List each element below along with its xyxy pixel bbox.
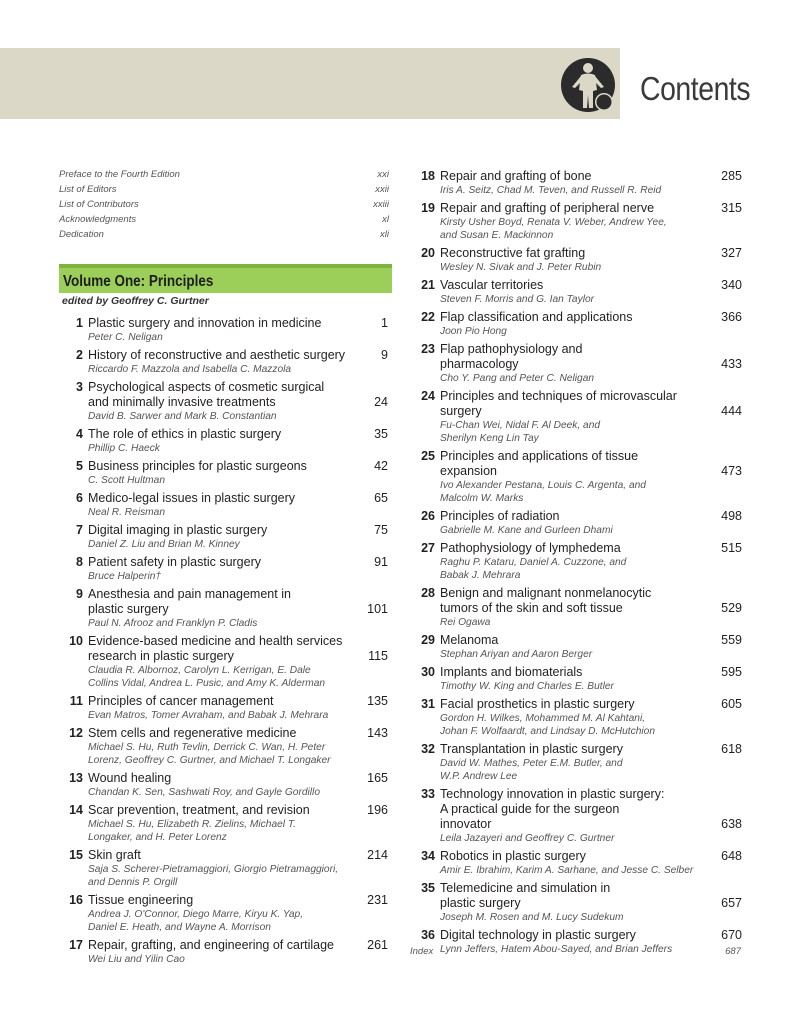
chapter-title-line: tumors of the skin and soft tissue [440,601,623,615]
chapter-entry [414,201,742,242]
chapter-title-line: A practical guide for the surgeon [440,802,620,816]
chapter-title-line: Repair and grafting of peripheral nerve [440,201,655,215]
front-matter-list [59,169,389,244]
chapter-entry [62,316,388,344]
volume-title: Volume One: Principles [63,273,214,290]
chapter-page: 340 [721,278,742,292]
chapter-page: 515 [721,541,742,555]
front-matter-page: xl [382,214,389,225]
chapter-title-line: Wound healing [88,771,172,785]
chapter-entry [62,726,388,767]
chapter-title-line: expansion [440,464,497,478]
front-matter-page: xli [380,229,389,240]
chapter-number: 16 [69,893,83,907]
chapter-entry [62,427,388,455]
chapter-number: 19 [421,201,435,215]
chapter-title-line: Repair and grafting of bone [440,169,592,183]
chapter-entry [414,246,742,274]
chapter-page: 315 [721,201,742,215]
chapter-number: 25 [421,449,435,463]
front-matter-page: xxi [377,169,389,180]
chapter-authors-line: David B. Sarwer and Mark B. Constantian [88,411,277,422]
chapter-number: 4 [76,427,83,441]
chapter-authors-line: Wei Liu and Yilin Cao [88,954,185,965]
chapter-entry [414,310,742,338]
chapter-page: 261 [367,938,388,952]
chapter-title-line: plastic surgery [440,896,521,910]
chapter-authors-line: W.P. Andrew Lee [440,771,518,782]
chapter-entry [414,697,742,738]
chapter-page: 9 [381,348,388,362]
chapter-entry [414,665,742,693]
front-matter-page: xxii [375,184,389,195]
chapter-title-line: Implants and biomaterials [440,665,583,679]
chapter-page: 75 [374,523,388,537]
chapter-page: 529 [721,601,742,615]
chapter-authors-line: Leila Jazayeri and Geoffrey C. Gurtner [440,833,615,844]
chapter-title-line: Scar prevention, treatment, and revision [88,803,310,817]
chapter-page: 648 [721,849,742,863]
chapter-title-line: research in plastic surgery [88,649,234,663]
chapter-number: 9 [76,587,83,601]
chapter-title-line: pharmacology [440,357,519,371]
chapter-page: 143 [367,726,388,740]
chapter-authors-line: Iris A. Seitz, Chad M. Teven, and Russell R. Reid [440,185,662,196]
chapter-entry [62,694,388,722]
chapter-entry [62,491,388,519]
chapter-page: 559 [721,633,742,647]
chapter-authors-line: Daniel Z. Liu and Brian M. Kinney [88,539,240,550]
chapter-number: 8 [76,555,83,569]
chapter-authors-line: Joseph M. Rosen and M. Lucy Sudekum [440,912,624,923]
chapter-number: 6 [76,491,83,505]
chapter-title-line: Reconstructive fat grafting [440,246,586,260]
chapter-page: 366 [721,310,742,324]
chapter-page: 638 [721,817,742,831]
chapter-number: 22 [421,310,435,324]
chapter-authors-line: Gordon H. Wilkes, Mohammed M. Al Kahtani, [440,713,646,724]
chapter-authors-line: Lorenz, Geoffrey C. Gurtner, and Michael T. Longaker [88,755,331,766]
chapter-page: 327 [721,246,742,260]
chapter-number: 33 [421,787,435,801]
chapter-number: 18 [421,169,435,183]
chapter-entry [62,938,388,966]
chapter-title-line: Medico-legal issues in plastic surgery [88,491,296,505]
volume-bar [59,264,392,293]
chapter-authors-line: Riccardo F. Mazzola and Isabella C. Mazzola [88,364,292,375]
chapter-number: 34 [421,849,435,863]
front-matter-row [59,199,389,214]
front-matter-page: xxiii [373,199,389,210]
chapter-title-line: Evidence-based medicine and health services [88,634,343,648]
chapter-title-line: plastic surgery [88,602,169,616]
chapter-authors-line: Michael S. Hu, Elizabeth R. Zielins, Michael T. [88,819,296,830]
chapter-title-line: Principles and applications of tissue [440,449,639,463]
chapter-entry [62,348,388,376]
chapter-title-line: Patient safety in plastic surgery [88,555,261,569]
chapter-entry [62,587,388,630]
chapter-entry [62,803,388,844]
chapter-page: 42 [374,459,388,473]
page-title: Contents [640,70,751,107]
chapter-authors-line: Steven F. Morris and G. Ian Taylor [440,294,595,305]
index-entry [410,946,741,957]
chapter-page: 231 [367,893,388,907]
chapter-number: 31 [421,697,435,711]
chapter-number: 36 [421,928,435,942]
chapter-authors-line: Kirsty Usher Boyd, Renata V. Weber, Andrew Yee, [440,217,667,228]
chapter-authors-line: Wesley N. Sivak and J. Peter Rubin [440,262,602,273]
chapter-page: 115 [368,649,388,663]
chapter-title-line: Flap pathophysiology and [440,342,583,356]
chapter-number: 3 [76,380,83,394]
chapter-page: 498 [721,509,742,523]
chapter-page: 444 [721,404,742,418]
chapter-authors-line: Collins Vidal, Andrea L. Pusic, and Amy K. Alderman [88,678,326,689]
chapter-title-line: Flap classification and applications [440,310,633,324]
chapter-entry [62,555,388,583]
chapter-number: 15 [69,848,83,862]
chapter-page: 605 [721,697,742,711]
index-page: 687 [725,946,741,957]
chapter-list-right [414,169,742,960]
chapter-title-line: The role of ethics in plastic surgery [88,427,282,441]
chapter-authors-line: and Susan E. Mackinnon [440,230,554,241]
chapter-number: 32 [421,742,435,756]
chapter-entry [414,278,742,306]
chapter-number: 30 [421,665,435,679]
chapter-page: 65 [374,491,388,505]
front-matter-row [59,214,389,229]
chapter-number: 29 [421,633,435,647]
chapter-entry [414,742,742,783]
chapter-number: 20 [421,246,435,260]
chapter-entry [414,586,742,629]
chapter-authors-line: Saja S. Scherer-Pietramaggiori, Giorgio Pietramaggiori, [88,864,339,875]
chapter-title-line: Principles and techniques of microvascular [440,389,677,403]
chapter-authors-line: Raghu P. Kataru, Daniel A. Cuzzone, and [440,557,627,568]
chapter-title-line: Robotics in plastic surgery [440,849,586,863]
chapter-authors-line: Stephan Ariyan and Aaron Berger [440,649,593,660]
chapter-number: 28 [421,586,435,600]
chapter-title-line: innovator [440,817,492,831]
chapter-title-line: Vascular territories [440,278,544,292]
chapter-authors-line: Neal R. Reisman [88,507,165,518]
front-matter-row [59,169,389,184]
chapter-authors-line: Bruce Halperin† [88,571,162,582]
index-label: Index [410,946,434,957]
chapter-number: 11 [69,694,83,708]
chapter-authors-line: Daniel E. Heath, and Wayne A. Morrison [88,922,271,933]
chapter-authors-line: David W. Mathes, Peter E.M. Butler, and [440,758,623,769]
chapter-page: 196 [367,803,388,817]
chapter-authors-line: Joon Pio Hong [440,326,507,337]
chapter-authors-line: Gabrielle M. Kane and Gurleen Dhami [440,525,613,536]
chapter-title-line: Anesthesia and pain management in [88,587,291,601]
front-matter-label: Dedication [59,229,104,240]
chapter-title-line: Digital imaging in plastic surgery [88,523,268,537]
chapter-authors-line: Michael S. Hu, Ruth Tevlin, Derrick C. Wan, H. Peter [88,742,326,753]
chapter-entry [414,449,742,505]
chapter-entry [62,459,388,487]
chapter-authors-line: Rei Ogawa [440,617,491,628]
chapter-number: 24 [421,389,435,403]
chapter-title-line: and minimally invasive treatments [88,395,276,409]
chapter-title-line: History of reconstructive and aesthetic surgery [88,348,346,362]
chapter-page: 24 [374,395,388,409]
chapter-authors-line: Longaker, and H. Peter Lorenz [88,832,227,843]
chapter-number: 17 [69,938,83,952]
chapter-authors-line: Johan F. Wolfaardt, and Lindsay D. McHutchion [440,726,655,737]
chapter-page: 670 [721,928,742,942]
chapter-page: 433 [721,357,742,371]
chapter-number: 13 [69,771,83,785]
chapter-entry [414,787,742,845]
chapter-page: 35 [374,427,388,441]
front-matter-label: Preface to the Fourth Edition [59,169,180,180]
chapter-page: 101 [367,602,388,616]
chapter-authors-line: Peter C. Neligan [88,332,163,343]
chapter-title-line: Stem cells and regenerative medicine [88,726,297,740]
chapter-authors-line: Chandan K. Sen, Sashwati Roy, and Gayle Gordillo [88,787,320,798]
chapter-authors-line: Lynn Jeffers, Hatem Abou-Sayed, and Brian Jeffers [440,944,673,955]
chapter-entry [414,849,742,877]
chapter-number: 10 [69,634,83,648]
chapter-title-line: Digital technology in plastic surgery [440,928,636,942]
chapter-authors-line: Andrea J. O'Connor, Diego Marre, Kiryu K. Yap, [88,909,304,920]
chapter-number: 1 [76,316,83,330]
chapter-page: 473 [721,464,742,478]
chapter-entry [414,881,742,924]
chapter-authors-line: C. Scott Hultman [88,475,165,486]
chapter-title-line: Melanoma [440,633,499,647]
chapter-authors-line: Sherilyn Keng Lin Tay [440,433,539,444]
chapter-authors-line: Paul N. Afrooz and Franklyn P. Cladis [88,618,258,629]
chapter-authors-line: Fu-Chan Wei, Nidal F. Al Deek, and [440,420,601,431]
chapter-page: 135 [367,694,388,708]
chapter-page: 285 [721,169,742,183]
chapter-authors-line: Ivo Alexander Pestana, Louis C. Argenta, and [440,480,646,491]
chapter-authors-line: Claudia R. Albornoz, Carolyn L. Kerrigan, E. Dale [88,665,311,676]
chapter-entry [62,523,388,551]
chapter-title-line: Repair, grafting, and engineering of cartilage [88,938,334,952]
chapter-authors-line: Timothy W. King and Charles E. Butler [440,681,614,692]
chapter-authors-line: Amir E. Ibrahim, Karim A. Sarhane, and Jesse C. Selber [440,865,694,876]
chapter-page: 91 [374,555,388,569]
chapter-page: 1 [381,316,388,330]
chapter-number: 2 [76,348,83,362]
chapter-number: 27 [421,541,435,555]
chapter-page: 618 [721,742,742,756]
chapter-authors-line: Evan Matros, Tomer Avraham, and Babak J. Mehrara [88,710,329,721]
chapter-page: 165 [367,771,388,785]
chapter-entry [414,342,742,385]
chapter-entry [62,634,388,690]
chapter-number: 23 [421,342,435,356]
chapter-title-line: Skin graft [88,848,141,862]
front-matter-label: List of Contributors [59,199,139,210]
chapter-entry [62,848,388,889]
chapter-title-line: Pathophysiology of lymphedema [440,541,621,555]
chapter-entry [414,169,742,197]
chapter-authors-line: Cho Y. Pang and Peter C. Neligan [440,373,595,384]
chapter-number: 26 [421,509,435,523]
chapter-number: 14 [69,803,83,817]
header-band [0,48,620,119]
chapter-authors-line: Malcolm W. Marks [440,493,524,504]
chapter-title-line: Telemedicine and simulation in [440,881,611,895]
chapter-page: 595 [721,665,742,679]
chapter-page: 214 [367,848,388,862]
chapter-title-line: Plastic surgery and innovation in medicine [88,316,322,330]
chapter-authors-line: Phillip C. Haeck [88,443,160,454]
chapter-number: 12 [69,726,83,740]
chapter-entry [414,633,742,661]
front-matter-row [59,229,389,244]
chapter-entry [62,771,388,799]
chapter-title-line: Facial prosthetics in plastic surgery [440,697,635,711]
chapter-title-line: surgery [440,404,482,418]
figure-logo-icon [560,56,616,114]
chapter-entry [414,509,742,537]
front-matter-row [59,184,389,199]
chapter-number: 35 [421,881,435,895]
chapter-title-line: Principles of cancer management [88,694,274,708]
chapter-entry [414,541,742,582]
chapter-entry [62,380,388,423]
chapter-title-line: Transplantation in plastic surgery [440,742,623,756]
volume-editor: edited by Geoffrey C. Gurtner [62,295,209,307]
front-matter-label: Acknowledgments [59,214,137,225]
chapter-title-line: Psychological aspects of cosmetic surgical [88,380,325,394]
chapter-title-line: Technology innovation in plastic surgery: [440,787,665,801]
chapter-authors-line: Babak J. Mehrara [440,570,521,581]
chapter-list-left [62,316,388,970]
chapter-entry [414,389,742,445]
chapter-number: 5 [76,459,83,473]
front-matter-label: List of Editors [59,184,117,195]
chapter-title-line: Principles of radiation [440,509,560,523]
chapter-title-line: Business principles for plastic surgeons [88,459,307,473]
chapter-number: 7 [76,523,83,537]
chapter-number: 21 [421,278,435,292]
chapter-authors-line: and Dennis P. Orgill [88,877,178,888]
chapter-title-line: Tissue engineering [88,893,194,907]
chapter-entry [62,893,388,934]
chapter-title-line: Benign and malignant nonmelanocytic [440,586,652,600]
chapter-page: 657 [721,896,742,910]
